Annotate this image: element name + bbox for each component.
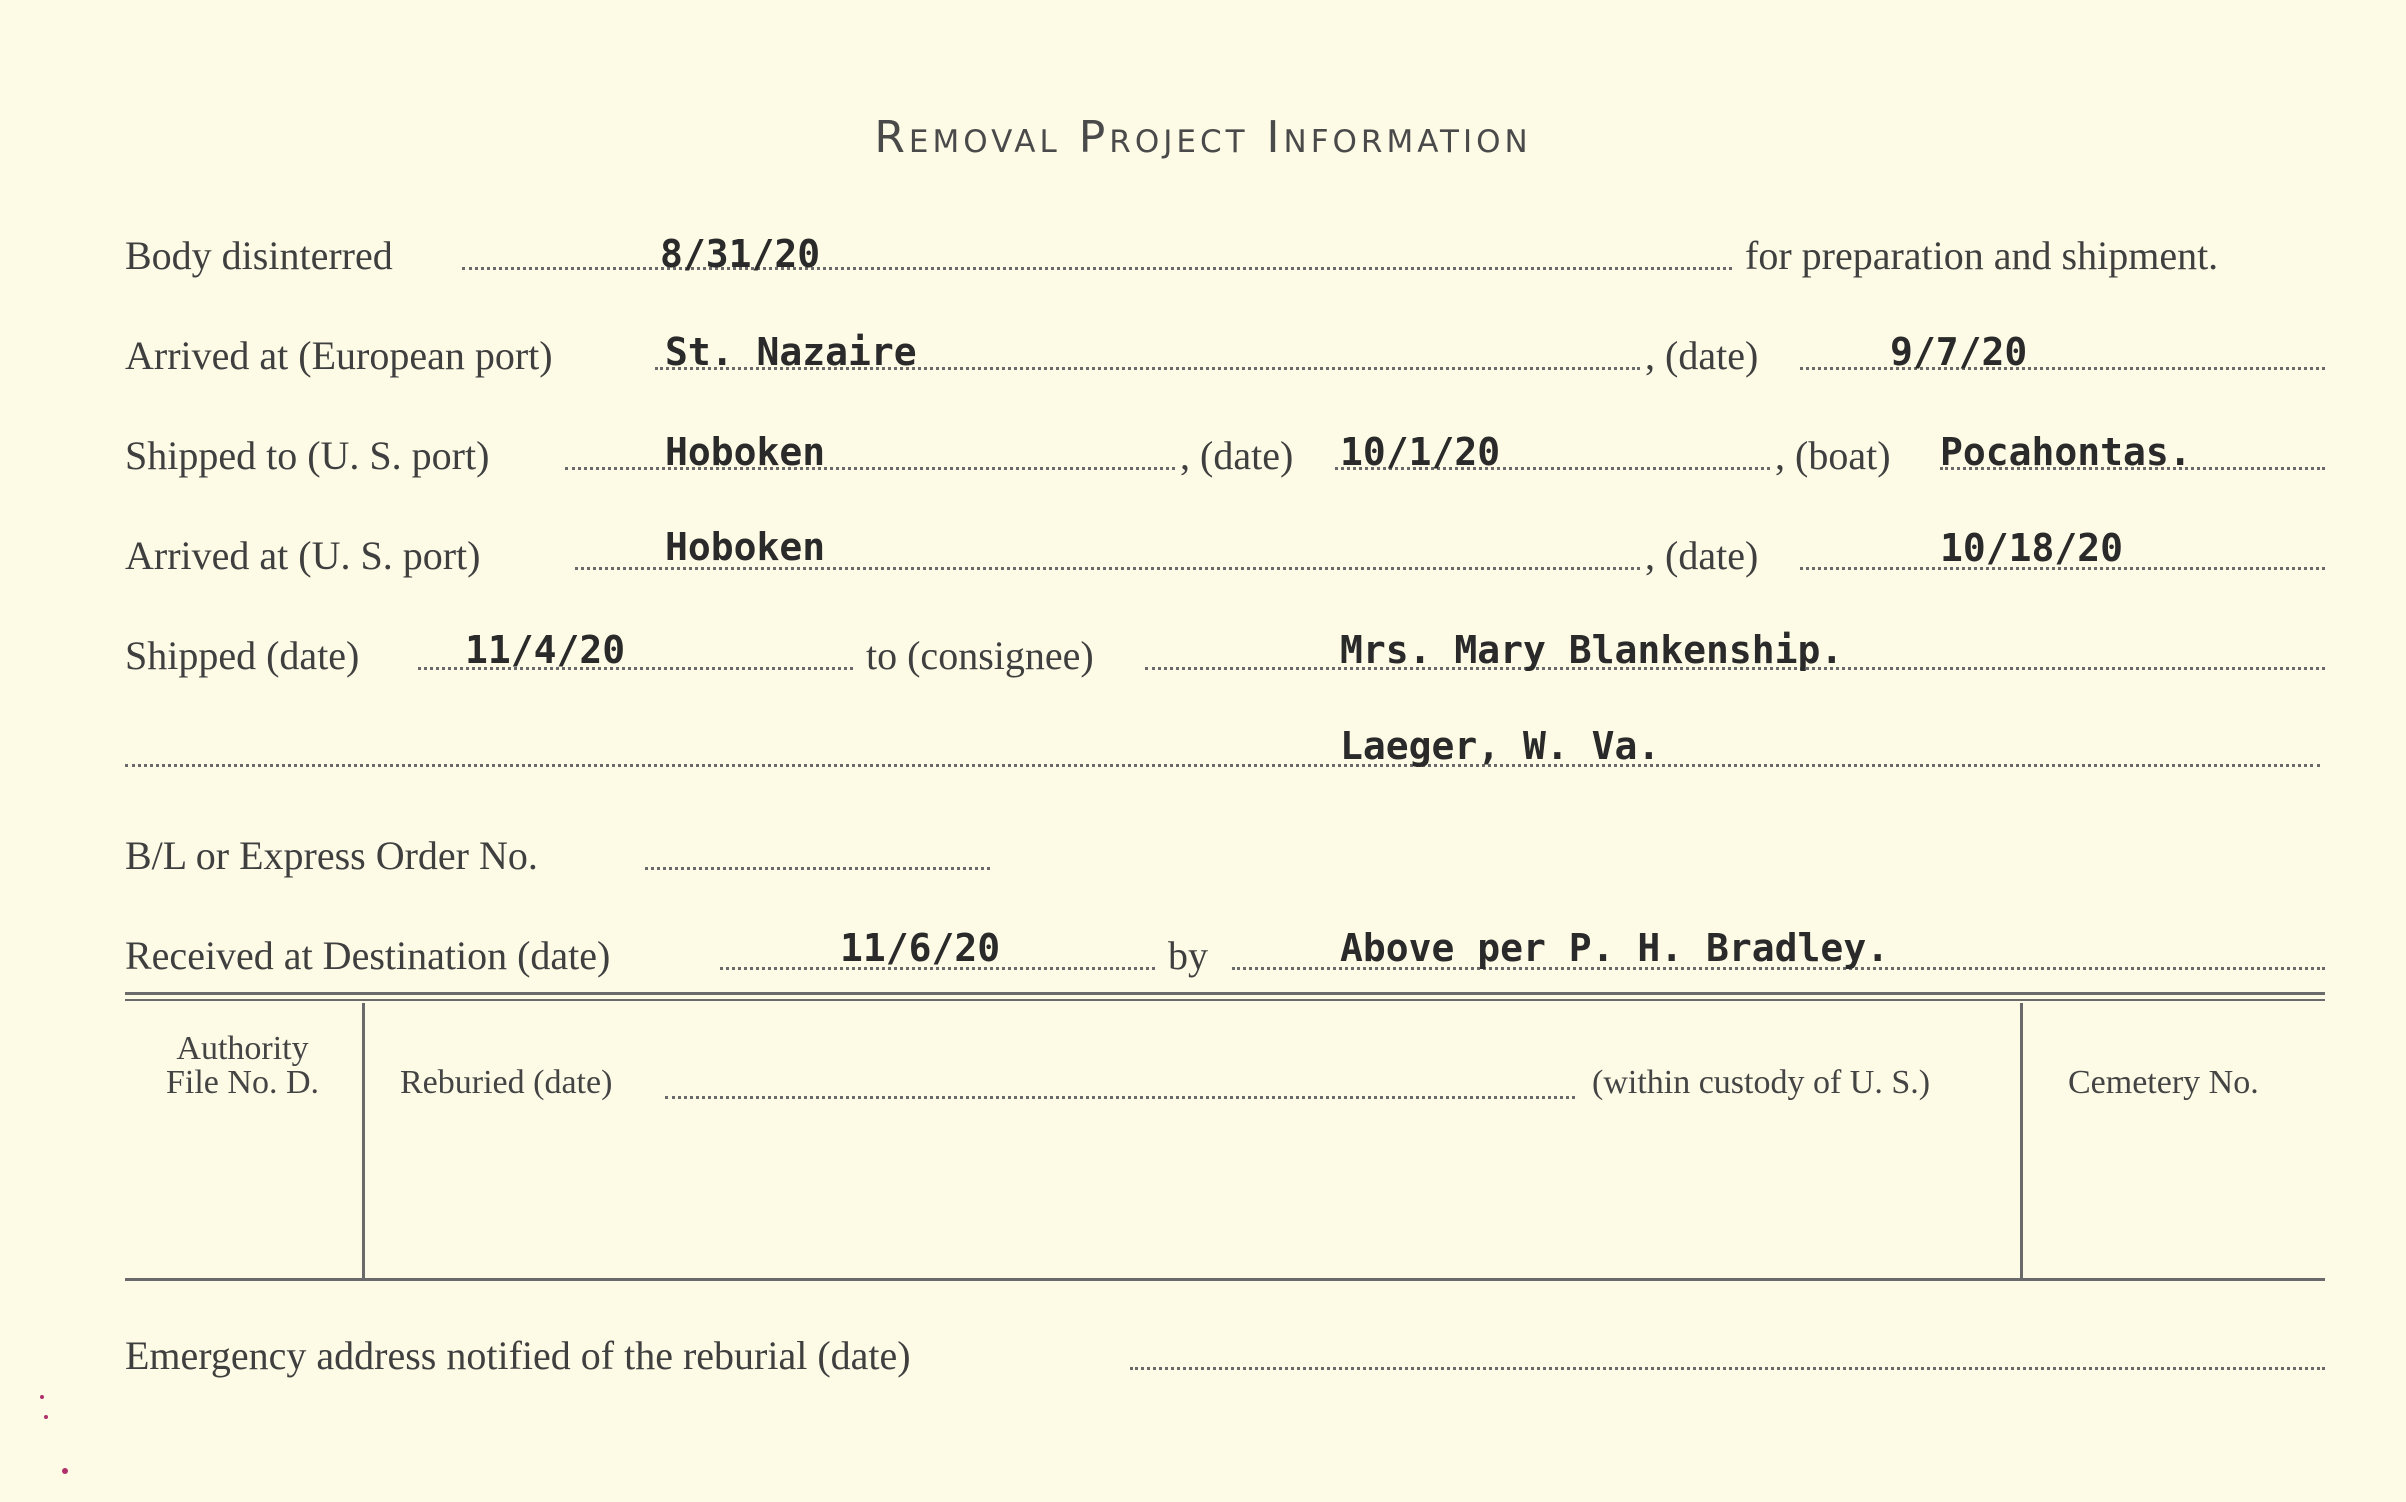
european-date-value: 9/7/20 <box>1890 330 2028 374</box>
ink-stain-mark <box>62 1468 68 1474</box>
european-port-value: St. Nazaire <box>665 330 917 374</box>
custody-label: (within custody of U. S.) <box>1592 1064 1931 1101</box>
shipped-to-date-value: 10/1/20 <box>1340 430 1501 474</box>
reburied-label: Reburied (date) <box>400 1064 613 1101</box>
consignee-address-line <box>125 764 2320 767</box>
shipped-to-port-line <box>565 467 1175 470</box>
european-date-label: , (date) <box>1645 333 1759 378</box>
consignee-address-value: Laeger, W. Va. <box>1340 724 1661 768</box>
body-disinterred-line <box>462 267 1732 270</box>
cemetery-no-label: Cemetery No. <box>2068 1064 2259 1101</box>
card-title: Removal Project Information <box>874 112 1532 163</box>
box-divider-left <box>362 1003 365 1278</box>
reburied-line <box>665 1096 1575 1099</box>
received-destination-label: Received at Destination (date) <box>125 933 611 978</box>
authority-file-label <box>125 1032 360 1100</box>
box-top-rule-inner <box>125 999 2325 1001</box>
boat-label: , (boat) <box>1775 433 1891 478</box>
box-bottom-rule <box>125 1278 2325 1281</box>
boat-value: Pocahontas. <box>1940 430 2192 474</box>
received-by-value: Above per P. H. Bradley. <box>1340 926 1890 970</box>
bl-order-line <box>645 867 990 870</box>
body-disinterred-label: Body disinterred <box>125 233 393 278</box>
us-port-arrival-value: Hoboken <box>665 525 826 569</box>
emergency-address-label: Emergency address notified of the reburial (date) <box>125 1333 911 1378</box>
european-date-line <box>1800 367 2325 370</box>
consignee-value: Mrs. Mary Blankenship. <box>1340 628 1844 672</box>
ink-stain-mark <box>44 1415 48 1419</box>
received-by-label: by <box>1168 933 1208 978</box>
body-disinterred-value: 8/31/20 <box>660 232 821 276</box>
preparation-label: for preparation and shipment. <box>1745 233 2219 278</box>
ink-stain-mark <box>40 1395 44 1399</box>
shipped-date-value: 11/4/20 <box>465 628 626 672</box>
box-top-rule <box>125 992 2325 995</box>
bl-order-label: B/L or Express Order No. <box>125 833 538 878</box>
box-divider-right <box>2020 1003 2023 1278</box>
file-no-label: File No. D. <box>166 1064 319 1101</box>
us-port-arrival-label: Arrived at (U. S. port) <box>125 533 481 578</box>
emergency-address-line <box>1130 1367 2325 1370</box>
received-destination-value: 11/6/20 <box>840 926 1001 970</box>
consignee-label: to (consignee) <box>866 633 1094 678</box>
shipped-date-label: Shipped (date) <box>125 633 360 678</box>
authority-label: Authority <box>176 1030 309 1067</box>
shipped-to-label: Shipped to (U. S. port) <box>125 433 490 478</box>
shipped-to-port-value: Hoboken <box>665 430 826 474</box>
shipped-to-date-label: , (date) <box>1180 433 1294 478</box>
us-arrival-date-label: , (date) <box>1645 533 1759 578</box>
us-arrival-date-value: 10/18/20 <box>1940 526 2124 570</box>
european-port-label: Arrived at (European port) <box>125 333 553 378</box>
